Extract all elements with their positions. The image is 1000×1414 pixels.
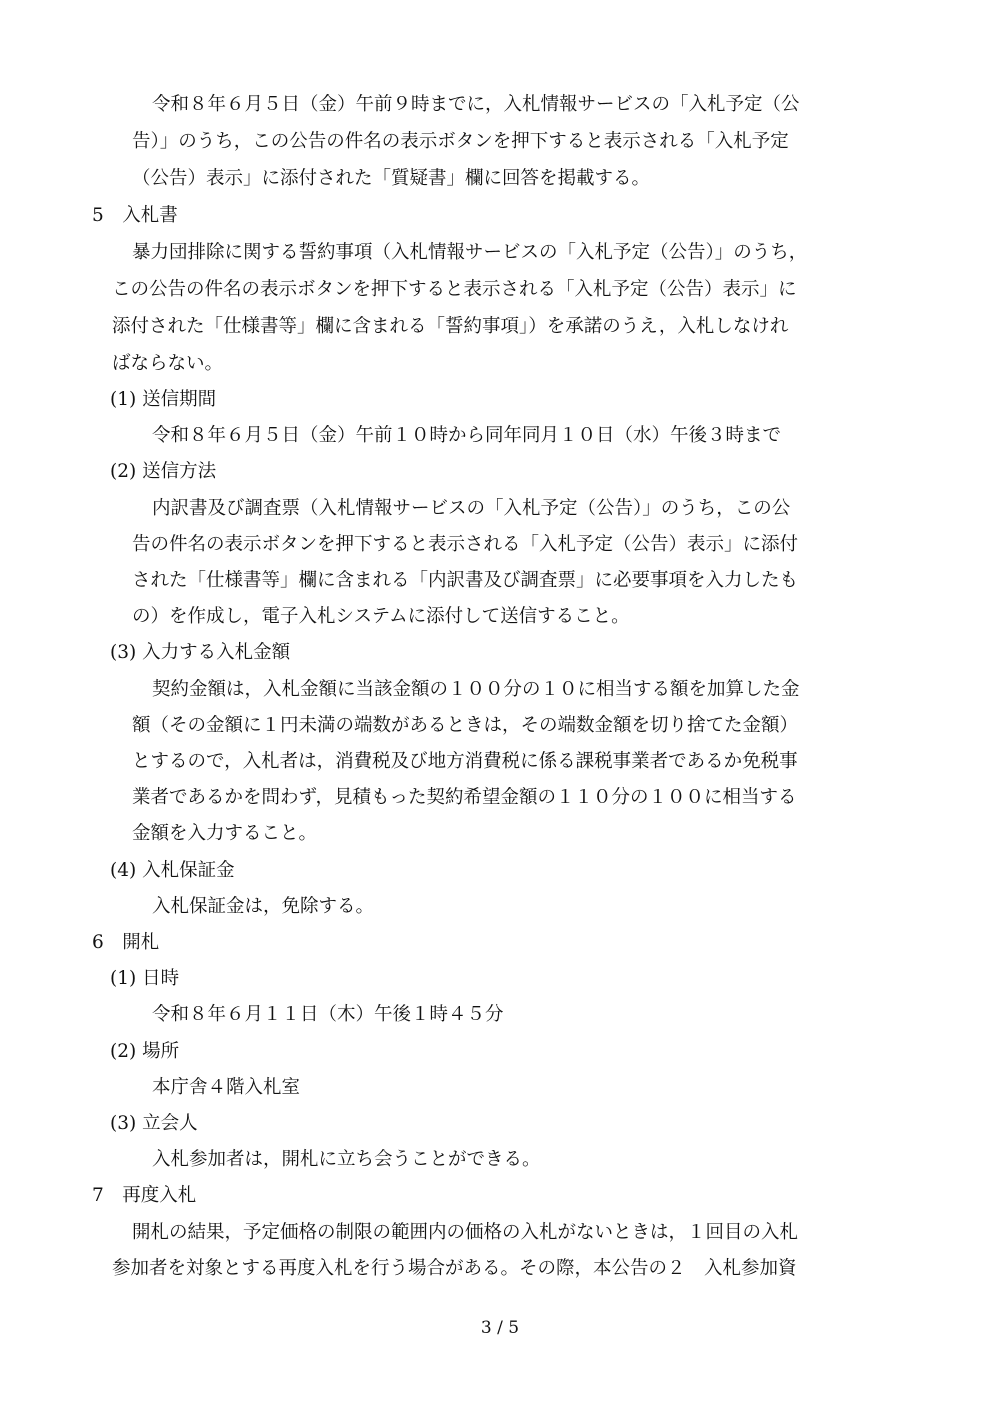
section6-item2-heading: (2) 場所 [110,1041,180,1062]
section6-item1-body-line: 令和８年６月１１日（木）午後１時４５分 [152,1004,504,1025]
section5-item2-heading: (2) 送信方法 [110,461,217,482]
section5-intro-line: 添付された「仕様書等」欄に含まれる「誓約事項」）を承諾のうえ，入札しなけれ [112,316,789,337]
section5-item3-body-line: とするので，入札者は，消費税及び地方消費税に係る課税事業者であるか免税事 [132,751,798,772]
section6-heading: 6 開札 [92,932,160,953]
section5-item2-body-line: 告の件名の表示ボタンを押下すると表示される「入札予定（公告）表示」に添付 [132,534,799,555]
section5-item1-body-line: 令和８年６月５日（金）午前１０時から同年同月１０日（水）午後３時まで [152,425,782,446]
section5-item3-body-line: 契約金額は，入札金額に当該金額の１００分の１０に相当する額を加算した金 [152,679,800,700]
section5-item4-heading: (4) 入札保証金 [110,860,235,881]
section7-body-line: 開札の結果，予定価格の制限の範囲内の価格の入札がないときは，１回目の入札 [132,1222,799,1243]
section5-intro-line: ばならない。 [112,353,224,374]
section5-item2-body-line: の）を作成し，電子入札システムに添付して送信すること。 [132,606,630,627]
section6-item1-heading: (1) 日時 [110,968,180,989]
section5-heading: 5 入札書 [92,205,178,226]
section4-body-line: （公告）表示」に添付された「質疑書」欄に回答を掲載する。 [132,168,651,189]
section5-item1-heading: (1) 送信期間 [110,389,217,410]
section7-body-line: 参加者を対象とする再度入札を行う場合がある。その際，本公告の２ 入札参加資 [112,1258,797,1279]
section5-item3-body-line: 業者であるかを問わず，見積もった契約希望金額の１１０分の１００に相当する [132,787,797,808]
section6-item2-body-line: 本庁舎４階入札室 [152,1077,301,1098]
section4-body-line: 告）」のうち，この公告の件名の表示ボタンを押下すると表示される「入札予定 [132,131,789,152]
section5-item2-body-line: 内訳書及び調査票（入札情報サービスの「入札予定（公告）」のうち，この公 [152,498,791,519]
section4-body-line: 令和８年６月５日（金）午前９時までに，入札情報サービスの「入札予定（公 [152,94,800,115]
section5-item2-body-line: された「仕様書等」欄に含まれる「内訳書及び調査票」に必要事項を入力したも [132,570,799,591]
section7-heading: 7 再度入札 [92,1185,197,1206]
section6-item3-heading: (3) 立会人 [110,1113,198,1134]
section5-item4-body-line: 入札保証金は，免除する。 [152,896,375,917]
page-number: 3 / 5 [480,1318,520,1338]
section5-item3-heading: (3) 入力する入札金額 [110,642,291,663]
section5-intro-line: この公告の件名の表示ボタンを押下すると表示される「入札予定（公告）表示」に [112,279,797,300]
section5-intro-line: 暴力団排除に関する誓約事項（入札情報サービスの「入札予定（公告）」のうち， [132,242,808,263]
section6-item3-body-line: 入札参加者は，開札に立ち会うことができる。 [152,1149,541,1170]
section5-item3-body-line: 金額を入力すること。 [132,823,318,844]
section5-item3-body-line: 額（その金額に１円未満の端数があるときは，その端数金額を切り捨てた金額） [132,715,799,736]
